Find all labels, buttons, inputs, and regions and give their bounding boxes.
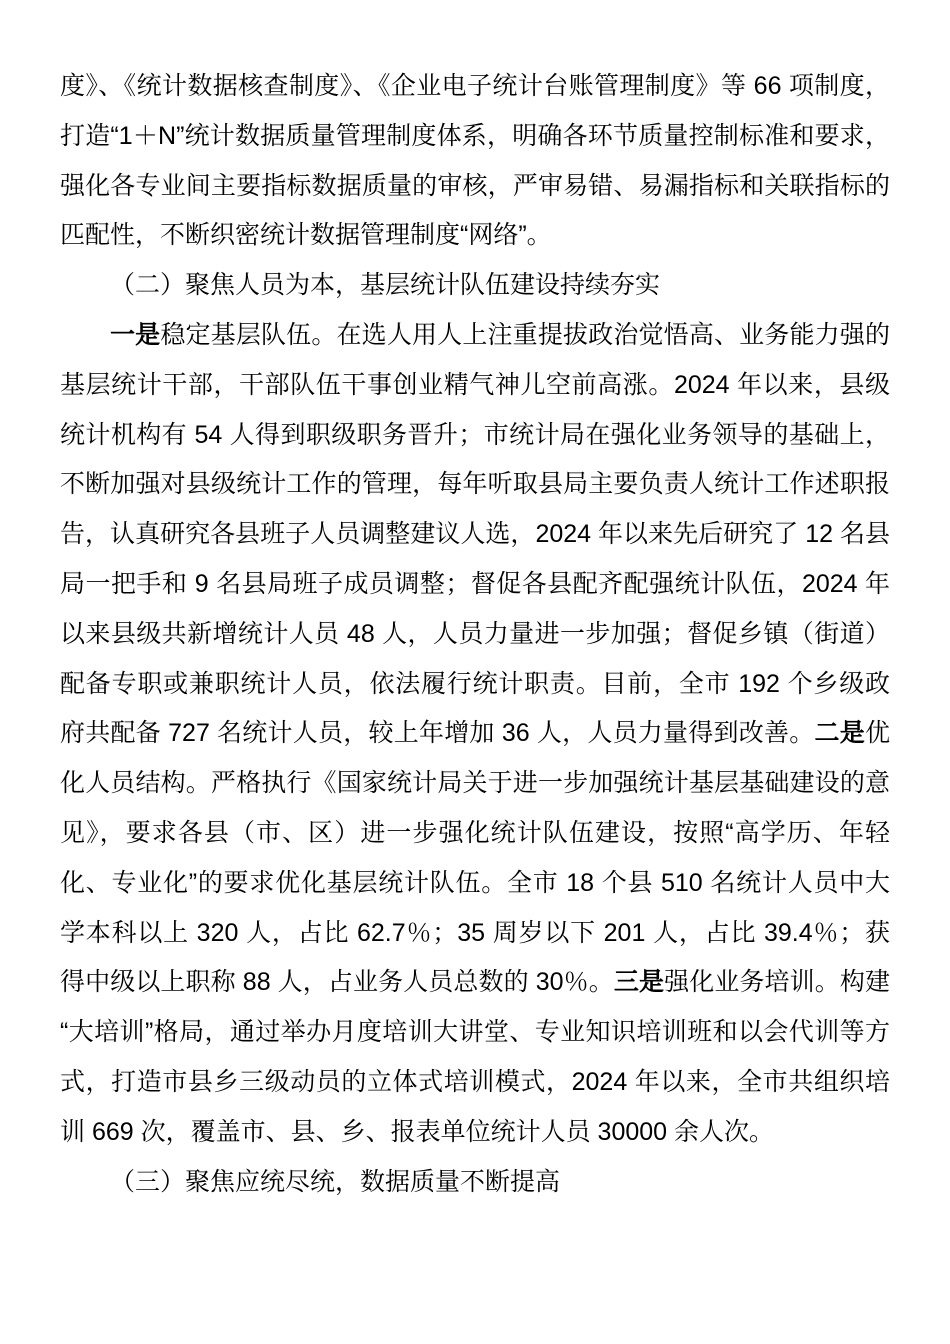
section-heading-3	[60, 1158, 890, 1208]
paragraph-body	[60, 311, 890, 1158]
text-run: 强化业务培训。构建“大培训”格局，通过举办月度培训大讲堂、专业知识培训班和以会代训等方式，打造市县乡三级动员的立体式培训模式，2024 年以来，全市共组织培训 669 次，覆盖市、县、乡、报表单位统计人员 30000 余人次。	[60, 968, 890, 1146]
text-run: （三）聚焦应统尽统，数据质量不断提高	[110, 1167, 561, 1196]
section-heading-2	[60, 261, 890, 311]
text-run: （二）聚焦人员为本，基层统计队伍建设持续夯实	[110, 271, 661, 300]
text-run: 优化人员结构。严格执行《国家统计局关于进一步加强统计基层基础建设的意见》，要求各县（市、区）进一步强化统计队伍建设，按照“高学历、年轻化、专业化”的要求优化基层统计队伍。全市 18 个县 510 名统计人员中大学本科以上 320 人，占比 62.7％；35 周岁以下 201 人，占比 39.4％；获得中级以上职称 88 人，占业务人员总数的 30％。	[60, 719, 890, 997]
text-run: 稳定基层队伍。在选人用人上注重提拔政治觉悟高、业务能力强的基层统计干部，干部队伍干事创业精气神儿空前高涨。2024 年以来，县级统计机构有 54 人得到职级职务晋升；市统计局在强化业务领导的基础上，不断加强对县级统计工作的管理，每年听取县局主要负责人统计工作述职报告，认真研究各县班子人员调整建议人选，2024 年以来先后研究了 12 名县局一把手和 9 名县局班子成员调整；督促各县配齐配强统计队伍，2024 年以来县级共新增统计人员 48 人，人员力量进一步加强；督促乡镇（街道）配备专职或兼职统计人员，依法履行统计职责。目前，全市 192 个乡级政府共配备 727 名统计人员，较上年增加 36 人，人员力量得到改善。	[60, 320, 890, 748]
paragraph-continuation	[60, 62, 890, 261]
document-body	[60, 62, 890, 1207]
bold-text-run: 二是	[814, 719, 865, 748]
text-run: 度》、《统计数据核查制度》、《企业电子统计台账管理制度》等 66 项制度，打造“1＋N”统计数据质量管理制度体系，明确各环节质量控制标准和要求，强化各专业间主要指标数据质量的审核，严审易错、易漏指标和关联指标的匹配性，不断织密统计数据管理制度“网络”。	[60, 72, 890, 250]
bold-text-run: 三是	[613, 968, 665, 997]
bold-text-run: 一是	[110, 320, 161, 349]
